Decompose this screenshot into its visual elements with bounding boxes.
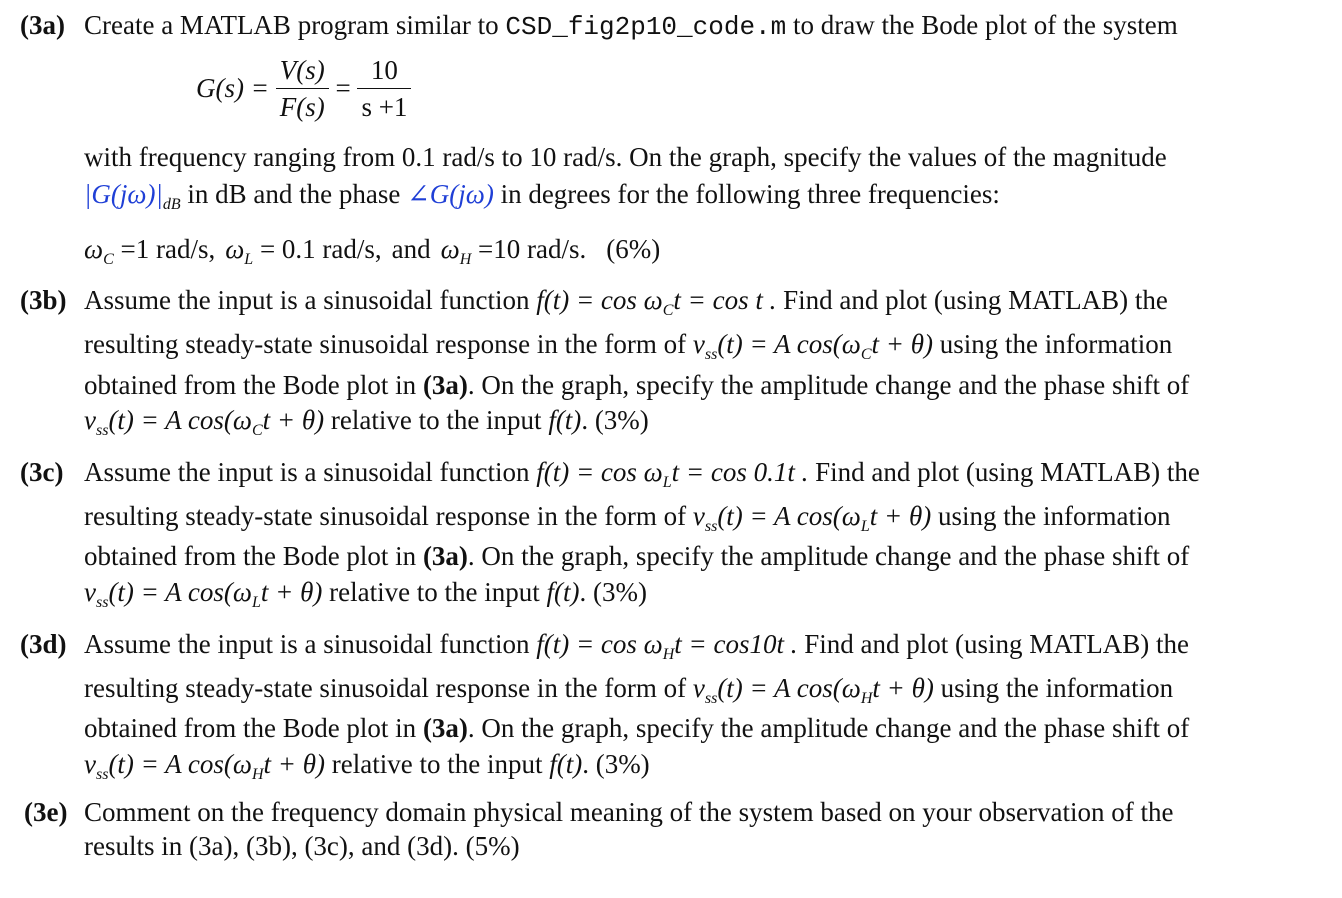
math-sub: ss <box>704 690 718 707</box>
math: (t) = A cos(ω <box>108 749 252 779</box>
fraction-denominator: s +1 <box>357 88 411 123</box>
text: in dB and the phase <box>180 179 408 209</box>
math-sub: C <box>251 422 263 439</box>
math: t = cos t . <box>673 285 777 315</box>
math: (t) = A cos(ω <box>108 577 252 607</box>
math: f(t) <box>546 577 580 607</box>
text: . (3%) <box>579 577 648 607</box>
item-3d-line-1 <box>84 628 1190 663</box>
math: t + θ) <box>872 673 934 703</box>
text: to draw the Bode plot of the system <box>786 10 1178 40</box>
text: obtained from the Bode plot in <box>84 713 423 743</box>
fraction-numerator: 10 <box>370 55 398 85</box>
reference-3a: (3a) <box>422 713 468 743</box>
points: (6%) <box>606 234 661 264</box>
text: . On the graph, specify the amplitude change and the phase shift of <box>467 370 1190 400</box>
text: relative to the input <box>322 577 547 607</box>
item-3c-line-4 <box>84 576 648 611</box>
math-sub: H <box>860 690 873 707</box>
eq-lhs: G(s) = <box>196 73 269 103</box>
fraction-v-over-f <box>276 54 329 123</box>
text: Assume the input is a sinusoidal function <box>84 285 537 315</box>
math-sub: L <box>860 518 870 535</box>
item-3e-label: (3e) <box>24 797 68 827</box>
math: t + θ) <box>869 501 932 531</box>
item-3e-line-2: results in (3a), (3b), (3c), and (3d). (5%) <box>84 831 520 861</box>
math-sub: ss <box>95 422 109 439</box>
math: t = cos10t . <box>674 629 798 659</box>
item-3c-line-2 <box>84 500 1171 535</box>
item-3b-line-1 <box>84 284 1168 319</box>
math: t = cos 0.1t . <box>671 457 809 487</box>
math-sub: H <box>251 766 264 783</box>
math: t + θ) <box>260 577 323 607</box>
omega: ω <box>84 234 104 264</box>
text: using the information <box>931 501 1171 531</box>
text-and: and <box>391 234 431 264</box>
text: Find and plot (using MATLAB) the <box>776 285 1168 315</box>
item-3a-line-2: with frequency ranging from 0.1 rad/s to 10 rad/s. On the graph, specify the values of the magnitude <box>84 142 1167 172</box>
text: obtained from the Bode plot in <box>84 541 423 571</box>
math-sub: L <box>251 594 261 611</box>
math: t + θ) <box>262 405 325 435</box>
math-sub: ss <box>95 766 109 783</box>
math: f(t) <box>548 405 582 435</box>
math-sub: ss <box>704 346 718 363</box>
math: (t) = A cos(ω <box>717 673 861 703</box>
item-3a-line-3 <box>84 178 1000 213</box>
math-sub: ss <box>95 594 109 611</box>
math-sub: C <box>662 302 674 319</box>
text: resulting steady-state sinusoidal response in the form of <box>84 673 693 703</box>
text: . On the graph, specify the amplitude change and the phase shift of <box>467 713 1190 743</box>
text: . (3%) <box>581 405 649 435</box>
math: t + θ) <box>871 329 933 359</box>
text: . (3%) <box>582 749 650 779</box>
math: (t) = A cos(ω <box>717 329 861 359</box>
transfer-function-equation <box>196 54 411 123</box>
item-3b-line-2 <box>84 328 1173 363</box>
math: f(t) <box>549 749 583 779</box>
text: Find and plot (using MATLAB) the <box>797 629 1190 659</box>
text: Create a MATLAB program similar to <box>84 10 506 40</box>
sub-l: L <box>244 251 254 268</box>
item-3b-label: (3b) <box>20 285 67 315</box>
reference-3a: (3a) <box>422 370 468 400</box>
text: in degrees for the following three frequencies: <box>493 179 1000 209</box>
item-3d-line-3 <box>84 712 1189 744</box>
omega: ω <box>440 234 460 264</box>
text: relative to the input <box>325 749 550 779</box>
item-3e-line-1: Comment on the frequency domain physical meaning of the system based on your observation of the <box>84 797 1174 827</box>
item-3a-label: (3a) <box>20 10 65 40</box>
math: v <box>84 749 96 779</box>
math: v <box>692 673 705 703</box>
math: v <box>692 501 705 531</box>
magnitude-expression: |G(jω)| <box>84 179 163 209</box>
phase-expression: ∠G(jω) <box>407 179 494 209</box>
math: (t) = A cos(ω <box>108 405 252 435</box>
text: Assume the input is a sinusoidal function <box>84 457 537 487</box>
freq-h-value: =10 rad/s. <box>471 234 587 264</box>
item-3c-line-1 <box>84 456 1200 491</box>
fraction-10-over-s-plus-1 <box>357 54 411 123</box>
sub-c: C <box>103 251 114 268</box>
math: f(t) = cos ω <box>536 629 663 659</box>
math: v <box>84 577 96 607</box>
text: Find and plot (using MATLAB) the <box>808 457 1200 487</box>
sub-h: H <box>459 251 472 268</box>
math-sub: ss <box>704 518 718 535</box>
math: t + θ) <box>263 749 326 779</box>
freq-l-value: = 0.1 rad/s, <box>253 234 382 264</box>
text: resulting steady-state sinusoidal response in the form of <box>84 329 693 359</box>
freq-c-value: =1 rad/s, <box>113 234 216 264</box>
math: v <box>692 329 705 359</box>
item-3a-frequencies <box>84 233 661 268</box>
text: . On the graph, specify the amplitude change and the phase shift of <box>467 541 1190 571</box>
item-3b-line-3 <box>84 369 1189 401</box>
reference-3a: (3a) <box>422 541 468 571</box>
omega: ω <box>225 234 245 264</box>
code-filename: CSD_fig2p10_code.m <box>505 12 787 42</box>
item-3b-line-4 <box>84 404 649 439</box>
math: f(t) = cos ω <box>536 457 663 487</box>
math: f(t) = cos ω <box>536 285 663 315</box>
text: obtained from the Bode plot in <box>84 370 423 400</box>
math: (t) = A cos(ω <box>717 501 861 531</box>
fraction-denominator: F(s) <box>276 88 329 123</box>
eq-equals: = <box>335 73 351 103</box>
item-3d-line-2 <box>84 672 1174 707</box>
text: resulting steady-state sinusoidal response in the form of <box>84 501 693 531</box>
item-3a-line-1 <box>84 9 1178 43</box>
text: using the information <box>933 673 1174 703</box>
magnitude-subscript: dB <box>162 196 181 213</box>
item-3d-line-4 <box>84 748 650 783</box>
text: relative to the input <box>324 405 549 435</box>
text: Assume the input is a sinusoidal function <box>84 629 537 659</box>
item-3d-label: (3d) <box>20 629 67 659</box>
math-sub: C <box>860 346 872 363</box>
math-sub: H <box>662 646 675 663</box>
text: using the information <box>933 329 1173 359</box>
item-3c-line-3 <box>84 540 1189 572</box>
fraction-numerator: V(s) <box>279 55 325 85</box>
item-3c-label: (3c) <box>20 457 64 487</box>
math-sub: L <box>662 474 672 491</box>
math: v <box>84 405 96 435</box>
